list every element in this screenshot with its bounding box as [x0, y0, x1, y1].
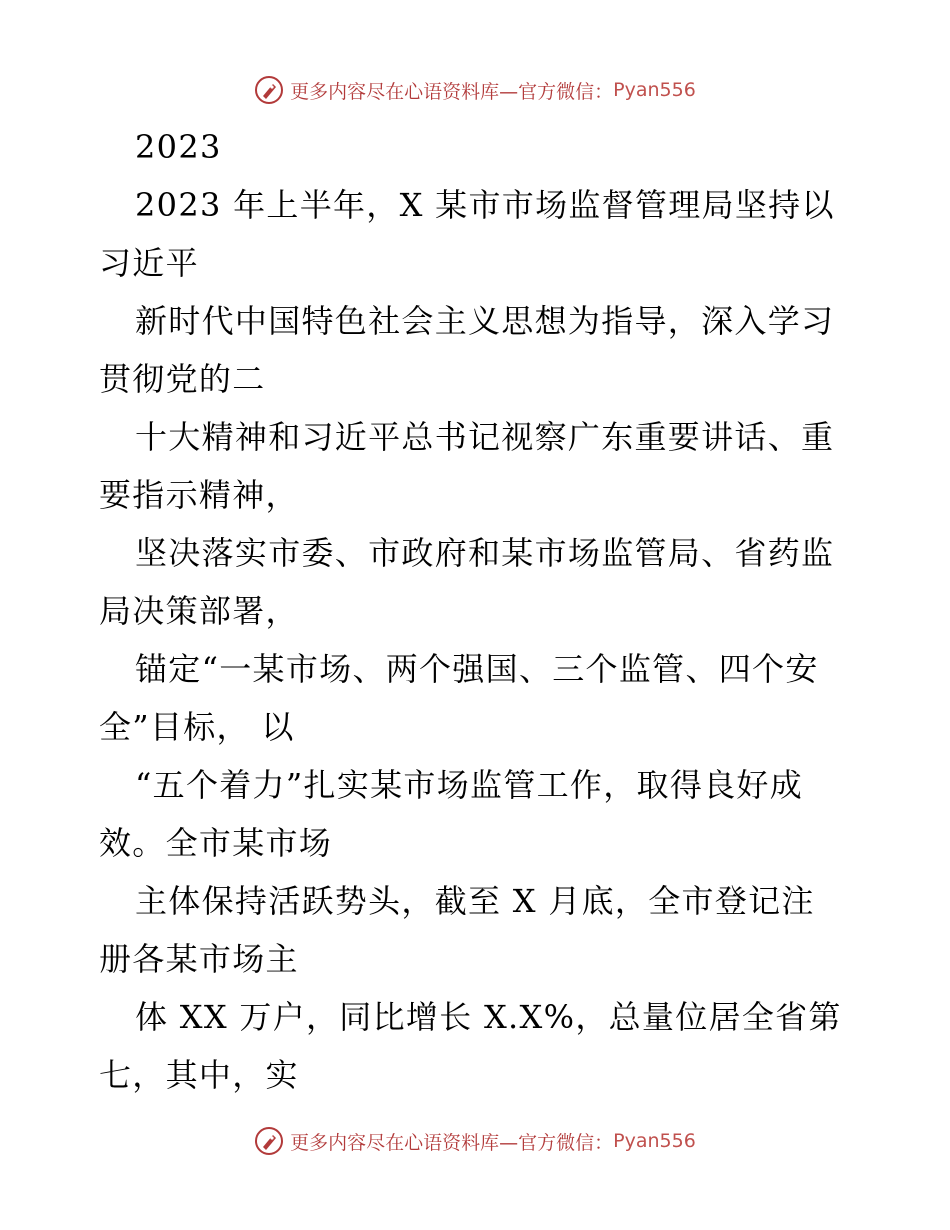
- body-line: 七，其中，实: [99, 1056, 299, 1094]
- body-line: 坚决落实市委、市政府和某市场监管局、省药监: [135, 534, 835, 572]
- pen-nib-icon: [254, 1126, 284, 1156]
- body-line: 主体保持活跃势头，截至 X 月底，全市登记注: [135, 882, 815, 920]
- body-line: 要指示精神，: [99, 476, 299, 514]
- watermark-footer: [0, 1121, 950, 1161]
- body-line: 习近平: [99, 244, 199, 282]
- body-line: 全”目标， 以: [99, 708, 295, 746]
- body-line: 十大精神和习近平总书记视察广东重要讲话、重: [135, 418, 835, 456]
- watermark-header: [0, 70, 950, 110]
- body-line: 锚定“一某市场、两个强国、三个监管、四个安: [135, 650, 819, 688]
- document-body: [99, 118, 859, 1104]
- body-line: 体 XX 万户，同比增长 X.X%，总量位居全省第: [135, 998, 842, 1036]
- watermark-text: 更多内容尽在心语资料库—官方微信：: [290, 80, 614, 103]
- body-line: 册各某市场主: [99, 940, 299, 978]
- body-line: 2023 年上半年，X 某市市场监督管理局坚持以: [135, 186, 835, 224]
- body-line: 贯彻党的二: [99, 360, 266, 398]
- body-line: “五个着力”扎实某市场监管工作，取得良好成: [135, 766, 804, 804]
- body-line: 新时代中国特色社会主义思想为指导，深入学习: [135, 302, 835, 340]
- watermark-wechat-id: Pyan556: [613, 1130, 696, 1152]
- watermark-wechat-id: Pyan556: [613, 79, 696, 101]
- body-line: 效。全市某市场: [99, 824, 333, 862]
- body-line: 2023: [135, 128, 222, 166]
- pen-nib-icon: [254, 75, 284, 105]
- watermark-text: 更多内容尽在心语资料库—官方微信：: [290, 1131, 614, 1154]
- body-line: 局决策部署，: [99, 592, 299, 630]
